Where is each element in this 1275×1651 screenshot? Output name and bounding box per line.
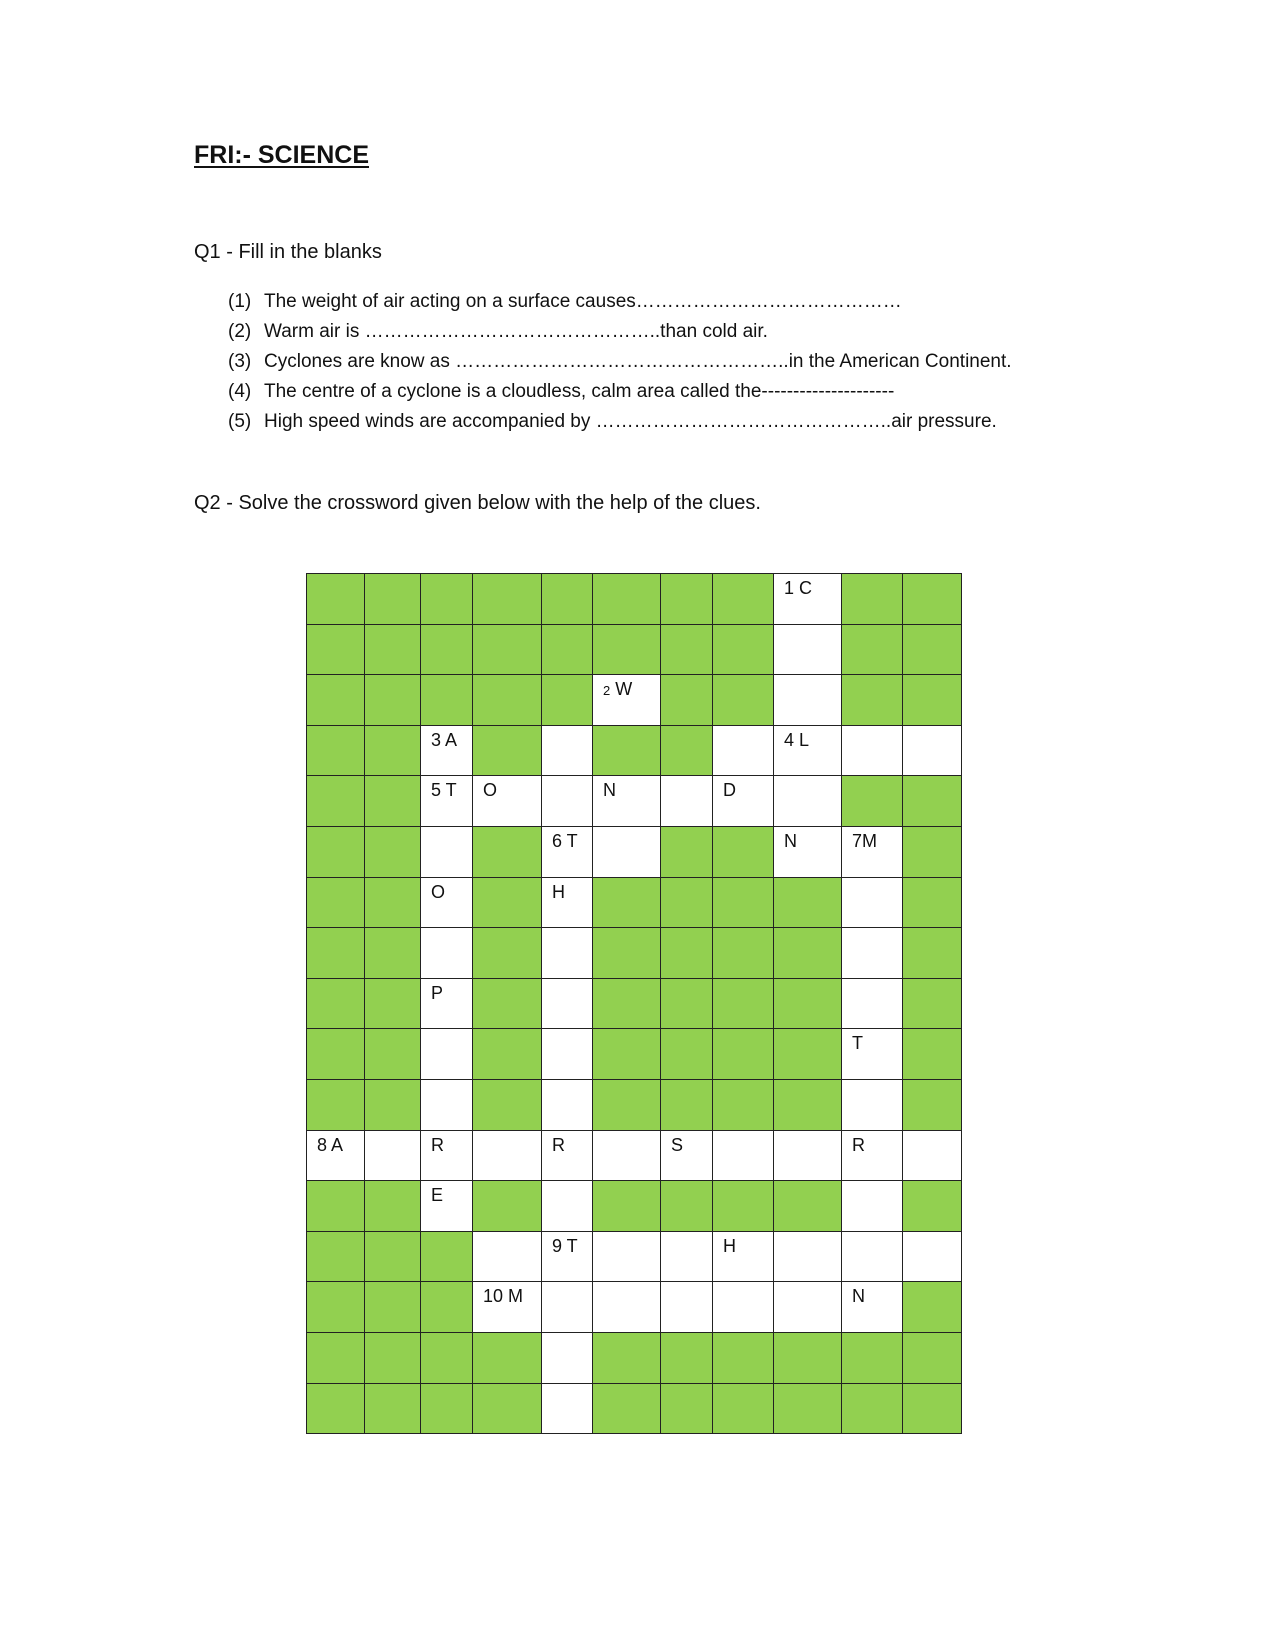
crossword-block	[713, 1181, 774, 1232]
crossword-cell[interactable]	[842, 1181, 903, 1232]
crossword-cell[interactable]	[903, 726, 962, 777]
cell-letter: N	[852, 1286, 865, 1307]
crossword-block	[713, 1333, 774, 1384]
item-text: High speed winds are accompanied by ………………………………………..air pressure.	[264, 411, 997, 432]
crossword-cell[interactable]	[774, 1232, 842, 1283]
crossword-block	[307, 1029, 365, 1080]
crossword-cell[interactable]	[593, 827, 661, 878]
crossword-block	[661, 1384, 713, 1435]
crossword-cell[interactable]	[842, 1029, 903, 1080]
crossword-block	[421, 675, 473, 726]
crossword-cell[interactable]	[842, 979, 903, 1030]
crossword-block	[365, 625, 421, 676]
crossword-block	[473, 1181, 542, 1232]
crossword-block	[473, 675, 542, 726]
crossword-block	[661, 574, 713, 625]
cell-letter: 10 M	[483, 1286, 524, 1307]
crossword-cell[interactable]	[542, 1080, 593, 1131]
crossword-block	[307, 1282, 365, 1333]
crossword-block	[774, 979, 842, 1030]
crossword-block	[774, 878, 842, 929]
crossword-block	[365, 928, 421, 979]
crossword-block	[542, 574, 593, 625]
item-text: Warm air is ………………………………………..than cold air.	[264, 321, 768, 342]
crossword-block	[307, 675, 365, 726]
crossword-block	[842, 675, 903, 726]
cell-letter: W	[615, 679, 633, 700]
crossword-cell[interactable]	[542, 1282, 593, 1333]
crossword-block	[903, 776, 962, 827]
crossword-cell[interactable]	[473, 1131, 542, 1182]
crossword-block	[903, 928, 962, 979]
crossword-block	[365, 1181, 421, 1232]
crossword-block	[903, 1333, 962, 1384]
crossword-block	[593, 878, 661, 929]
crossword-block	[307, 776, 365, 827]
crossword-cell[interactable]	[593, 1282, 661, 1333]
crossword-block	[307, 979, 365, 1030]
crossword-block	[774, 1029, 842, 1080]
crossword-cell[interactable]	[661, 776, 713, 827]
crossword-cell[interactable]	[307, 1131, 365, 1182]
crossword-block	[713, 1029, 774, 1080]
crossword-block	[774, 928, 842, 979]
cell-letter: 4 L	[784, 729, 810, 750]
crossword-cell[interactable]	[542, 1181, 593, 1232]
crossword-block	[903, 878, 962, 929]
crossword-block	[365, 726, 421, 777]
cell-letter: 6 T	[552, 830, 578, 851]
crossword-block	[307, 625, 365, 676]
cell-letter: 1 C	[784, 578, 813, 598]
crossword-block	[473, 1333, 542, 1384]
crossword-block	[307, 1232, 365, 1283]
crossword-cell[interactable]	[542, 878, 593, 929]
crossword-cell[interactable]	[713, 1131, 774, 1182]
crossword-block	[421, 1333, 473, 1384]
cell-letter: 9 T	[552, 1235, 578, 1256]
crossword-block	[473, 625, 542, 676]
crossword-block	[307, 1080, 365, 1131]
q2-heading: Q2 - Solve the crossword given below with the help of the clues.	[194, 492, 761, 514]
item-text: The weight of air acting on a surface causes……………………………………	[264, 291, 902, 312]
crossword-block	[307, 574, 365, 625]
item-number: (1)	[228, 291, 252, 312]
crossword-cell[interactable]	[903, 1232, 962, 1283]
crossword-cell[interactable]	[421, 1131, 473, 1182]
cell-letter: H	[552, 881, 565, 902]
crossword-cell[interactable]	[774, 776, 842, 827]
crossword-cell[interactable]	[421, 979, 473, 1030]
crossword-block	[473, 979, 542, 1030]
crossword-block	[903, 1282, 962, 1333]
crossword-cell[interactable]	[593, 675, 661, 726]
crossword-block	[661, 726, 713, 777]
crossword-block	[307, 1333, 365, 1384]
crossword-cell[interactable]	[593, 1131, 661, 1182]
crossword-block	[421, 625, 473, 676]
crossword-block	[307, 726, 365, 777]
crossword-block	[473, 1080, 542, 1131]
crossword-cell[interactable]	[421, 776, 473, 827]
crossword-block	[661, 1181, 713, 1232]
crossword-block	[842, 574, 903, 625]
crossword-block	[713, 979, 774, 1030]
crossword-block	[842, 1384, 903, 1435]
crossword-block	[473, 878, 542, 929]
crossword-block	[421, 574, 473, 625]
crossword-cell[interactable]	[421, 827, 473, 878]
crossword-block	[903, 1029, 962, 1080]
crossword-block	[903, 827, 962, 878]
crossword-cell[interactable]	[774, 827, 842, 878]
crossword-block	[365, 1029, 421, 1080]
q1-heading: Q1 - Fill in the blanks	[194, 241, 382, 263]
crossword-block	[473, 1384, 542, 1435]
crossword-block	[661, 979, 713, 1030]
crossword-block	[593, 1029, 661, 1080]
crossword-cell[interactable]	[842, 1080, 903, 1131]
cell-letter: D	[723, 780, 736, 801]
clue-number: 2	[603, 683, 611, 699]
crossword-block	[593, 928, 661, 979]
crossword-cell[interactable]	[842, 1131, 903, 1182]
cell-letter: R	[552, 1134, 565, 1155]
crossword-block	[365, 1232, 421, 1283]
crossword-block	[421, 1232, 473, 1283]
crossword-block	[593, 625, 661, 676]
cell-letter: E	[431, 1185, 444, 1206]
crossword-block	[903, 675, 962, 726]
crossword-block	[593, 1181, 661, 1232]
crossword-cell[interactable]	[842, 726, 903, 777]
crossword-block	[903, 625, 962, 676]
crossword-block	[713, 1384, 774, 1435]
crossword-block	[903, 1080, 962, 1131]
crossword-cell[interactable]	[542, 827, 593, 878]
crossword-block	[713, 675, 774, 726]
crossword-block	[421, 1282, 473, 1333]
crossword-cell[interactable]	[421, 1080, 473, 1131]
crossword-cell[interactable]	[421, 1029, 473, 1080]
cell-letter: 7M	[852, 830, 878, 851]
crossword-block	[307, 928, 365, 979]
item-text: Cyclones are know as ……………………………………………..in the American Continent.	[264, 351, 1012, 372]
crossword-cell[interactable]	[661, 1131, 713, 1182]
crossword-block	[713, 1080, 774, 1131]
crossword-cell[interactable]	[713, 726, 774, 777]
crossword-block	[365, 675, 421, 726]
crossword-block	[473, 827, 542, 878]
crossword-block	[903, 1384, 962, 1435]
crossword-cell[interactable]	[421, 878, 473, 929]
crossword-block	[661, 1080, 713, 1131]
crossword-block	[365, 1384, 421, 1435]
cell-letter: T	[852, 1033, 863, 1054]
crossword-block	[473, 726, 542, 777]
crossword-block	[593, 979, 661, 1030]
item-text: The centre of a cyclone is a cloudless, calm area called the---------------------	[264, 381, 895, 402]
crossword-cell[interactable]	[542, 776, 593, 827]
cell-letter: 3 A	[431, 729, 458, 750]
crossword-block	[593, 726, 661, 777]
crossword-cell[interactable]	[542, 928, 593, 979]
cell-letter: N	[603, 780, 616, 801]
crossword-block	[307, 827, 365, 878]
cell-letter: R	[852, 1134, 865, 1155]
crossword-cell[interactable]	[842, 1282, 903, 1333]
cell-letter: H	[723, 1235, 736, 1256]
crossword-cell[interactable]	[421, 928, 473, 979]
item-number: (5)	[228, 411, 252, 432]
item-number: (3)	[228, 351, 252, 372]
crossword-block	[774, 1080, 842, 1131]
cell-letter: O	[431, 881, 446, 902]
crossword-block	[713, 574, 774, 625]
crossword-cell[interactable]	[542, 979, 593, 1030]
crossword-block	[307, 878, 365, 929]
crossword-cell[interactable]	[593, 776, 661, 827]
crossword-block	[593, 1080, 661, 1131]
cell-letter: R	[431, 1134, 444, 1155]
crossword-block	[365, 1282, 421, 1333]
crossword-block	[473, 574, 542, 625]
crossword-block	[593, 1333, 661, 1384]
crossword-block	[661, 1029, 713, 1080]
crossword-block	[713, 827, 774, 878]
crossword-block	[542, 675, 593, 726]
crossword-cell[interactable]	[473, 1232, 542, 1283]
crossword-block	[842, 776, 903, 827]
crossword-block	[307, 1384, 365, 1435]
crossword-cell[interactable]	[713, 776, 774, 827]
item-number: (4)	[228, 381, 252, 402]
crossword-block	[542, 625, 593, 676]
crossword-cell[interactable]	[774, 1131, 842, 1182]
q1-blanks-list	[228, 291, 1012, 441]
crossword-cell[interactable]	[542, 1384, 593, 1435]
crossword-cell[interactable]	[713, 1232, 774, 1283]
crossword-cell[interactable]	[421, 1181, 473, 1232]
crossword-block	[774, 1181, 842, 1232]
crossword-block	[365, 878, 421, 929]
crossword-block	[473, 928, 542, 979]
list-item	[228, 411, 1012, 441]
cell-letter: P	[431, 982, 444, 1003]
crossword-block	[903, 979, 962, 1030]
list-item	[228, 291, 1012, 321]
crossword-block	[774, 1384, 842, 1435]
crossword-block	[661, 878, 713, 929]
cell-letter: 5 T	[431, 780, 457, 801]
crossword-cell[interactable]	[774, 726, 842, 777]
crossword-block	[661, 625, 713, 676]
crossword-block	[661, 1333, 713, 1384]
crossword-cell[interactable]	[542, 1232, 593, 1283]
crossword-block	[593, 574, 661, 625]
crossword-cell[interactable]	[774, 675, 842, 726]
crossword-cell[interactable]	[542, 726, 593, 777]
crossword-block	[661, 675, 713, 726]
cell-letter: S	[671, 1134, 684, 1155]
crossword-block	[842, 625, 903, 676]
list-item	[228, 321, 1012, 351]
list-item	[228, 381, 1012, 411]
crossword-block	[903, 574, 962, 625]
crossword-cell[interactable]	[774, 1282, 842, 1333]
crossword-cell[interactable]	[774, 625, 842, 676]
crossword-cell[interactable]	[542, 1333, 593, 1384]
crossword-cell[interactable]	[542, 1029, 593, 1080]
crossword-cell[interactable]	[842, 928, 903, 979]
crossword-block	[842, 1333, 903, 1384]
page-title: FRI:- SCIENCE	[194, 141, 369, 169]
crossword-block	[307, 1181, 365, 1232]
crossword-cell[interactable]	[473, 1282, 542, 1333]
crossword-block	[365, 979, 421, 1030]
list-item	[228, 351, 1012, 381]
crossword-cell[interactable]	[365, 1131, 421, 1182]
crossword-cell[interactable]	[542, 1131, 593, 1182]
crossword-block	[774, 1333, 842, 1384]
crossword-cell[interactable]	[774, 574, 842, 625]
cell-letter: N	[784, 830, 797, 851]
cell-letter: 8 A	[317, 1134, 344, 1155]
crossword-block	[713, 928, 774, 979]
crossword-block	[903, 1181, 962, 1232]
crossword-block	[713, 878, 774, 929]
crossword-cell[interactable]	[842, 1232, 903, 1283]
crossword-cell[interactable]	[661, 1232, 713, 1283]
crossword-grid	[306, 573, 962, 1434]
crossword-cell[interactable]	[713, 1282, 774, 1333]
crossword-cell[interactable]	[661, 1282, 713, 1333]
crossword-block	[365, 1080, 421, 1131]
crossword-block	[365, 574, 421, 625]
crossword-cell[interactable]	[593, 1232, 661, 1283]
crossword-block	[661, 928, 713, 979]
crossword-block	[421, 1384, 473, 1435]
crossword-cell[interactable]	[903, 1131, 962, 1182]
crossword-cell[interactable]	[842, 827, 903, 878]
crossword-block	[661, 827, 713, 878]
crossword-block	[365, 776, 421, 827]
crossword-block	[365, 1333, 421, 1384]
crossword-cell[interactable]	[842, 878, 903, 929]
crossword-cell[interactable]	[421, 726, 473, 777]
crossword-cell[interactable]	[473, 776, 542, 827]
cell-letter: O	[483, 780, 498, 801]
crossword-block	[473, 1029, 542, 1080]
item-number: (2)	[228, 321, 252, 342]
crossword-block	[365, 827, 421, 878]
crossword-block	[593, 1384, 661, 1435]
crossword-block	[713, 625, 774, 676]
